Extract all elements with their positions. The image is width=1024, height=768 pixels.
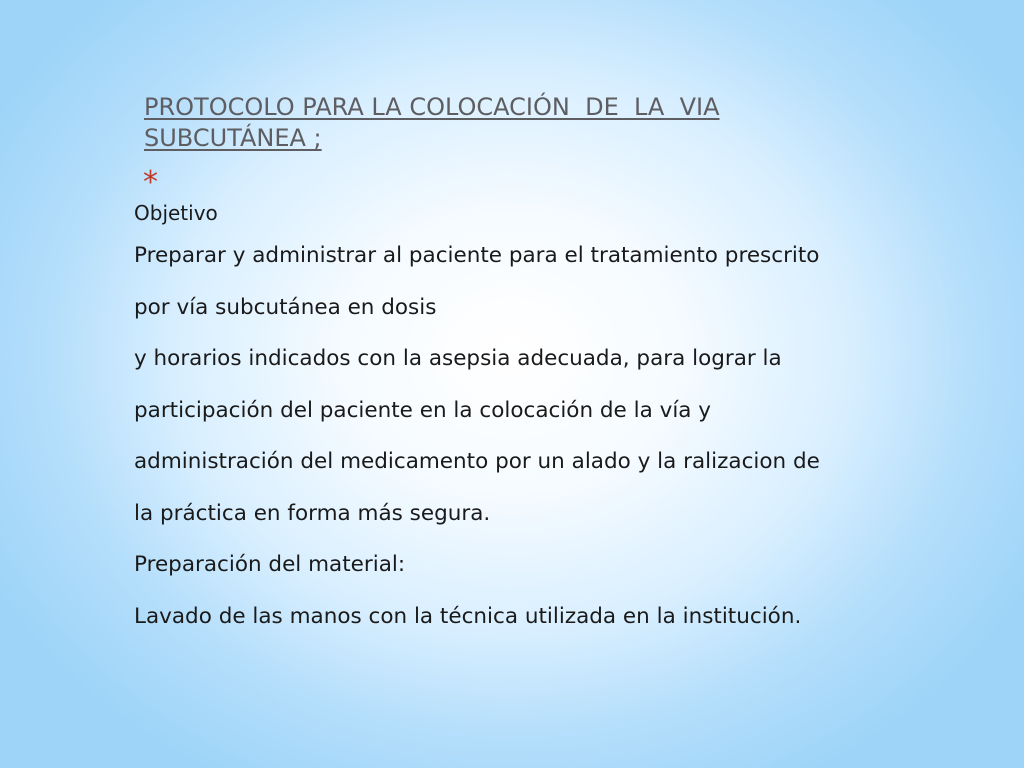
body-line: Preparar y administrar al paciente para el tratamiento prescrito xyxy=(134,243,820,268)
title-line-2: SUBCUTÁNEA ; xyxy=(144,124,322,152)
body-line: Lavado de las manos con la técnica utilizada en la institución. xyxy=(134,603,802,629)
body-line: Preparación del material: xyxy=(134,552,406,577)
title-line-1: PROTOCOLO PARA LA COLOCACIÓN DE LA VIA xyxy=(144,93,720,121)
objective-label: Objetivo xyxy=(134,201,218,225)
body-line: participación del paciente en la colocación de la vía y xyxy=(134,397,712,423)
bullet-asterisk-icon: * xyxy=(143,165,158,200)
slide-title xyxy=(144,92,844,154)
slide-body xyxy=(134,196,994,642)
body-line: y horarios indicados con la asepsia adecuada, para lograr la xyxy=(134,346,782,371)
body-line: administración del medicamento por un alado y la ralizacion de xyxy=(134,449,820,474)
body-line: la práctica en forma más segura. xyxy=(134,500,491,526)
body-line: por vía subcutánea en dosis xyxy=(134,294,437,320)
